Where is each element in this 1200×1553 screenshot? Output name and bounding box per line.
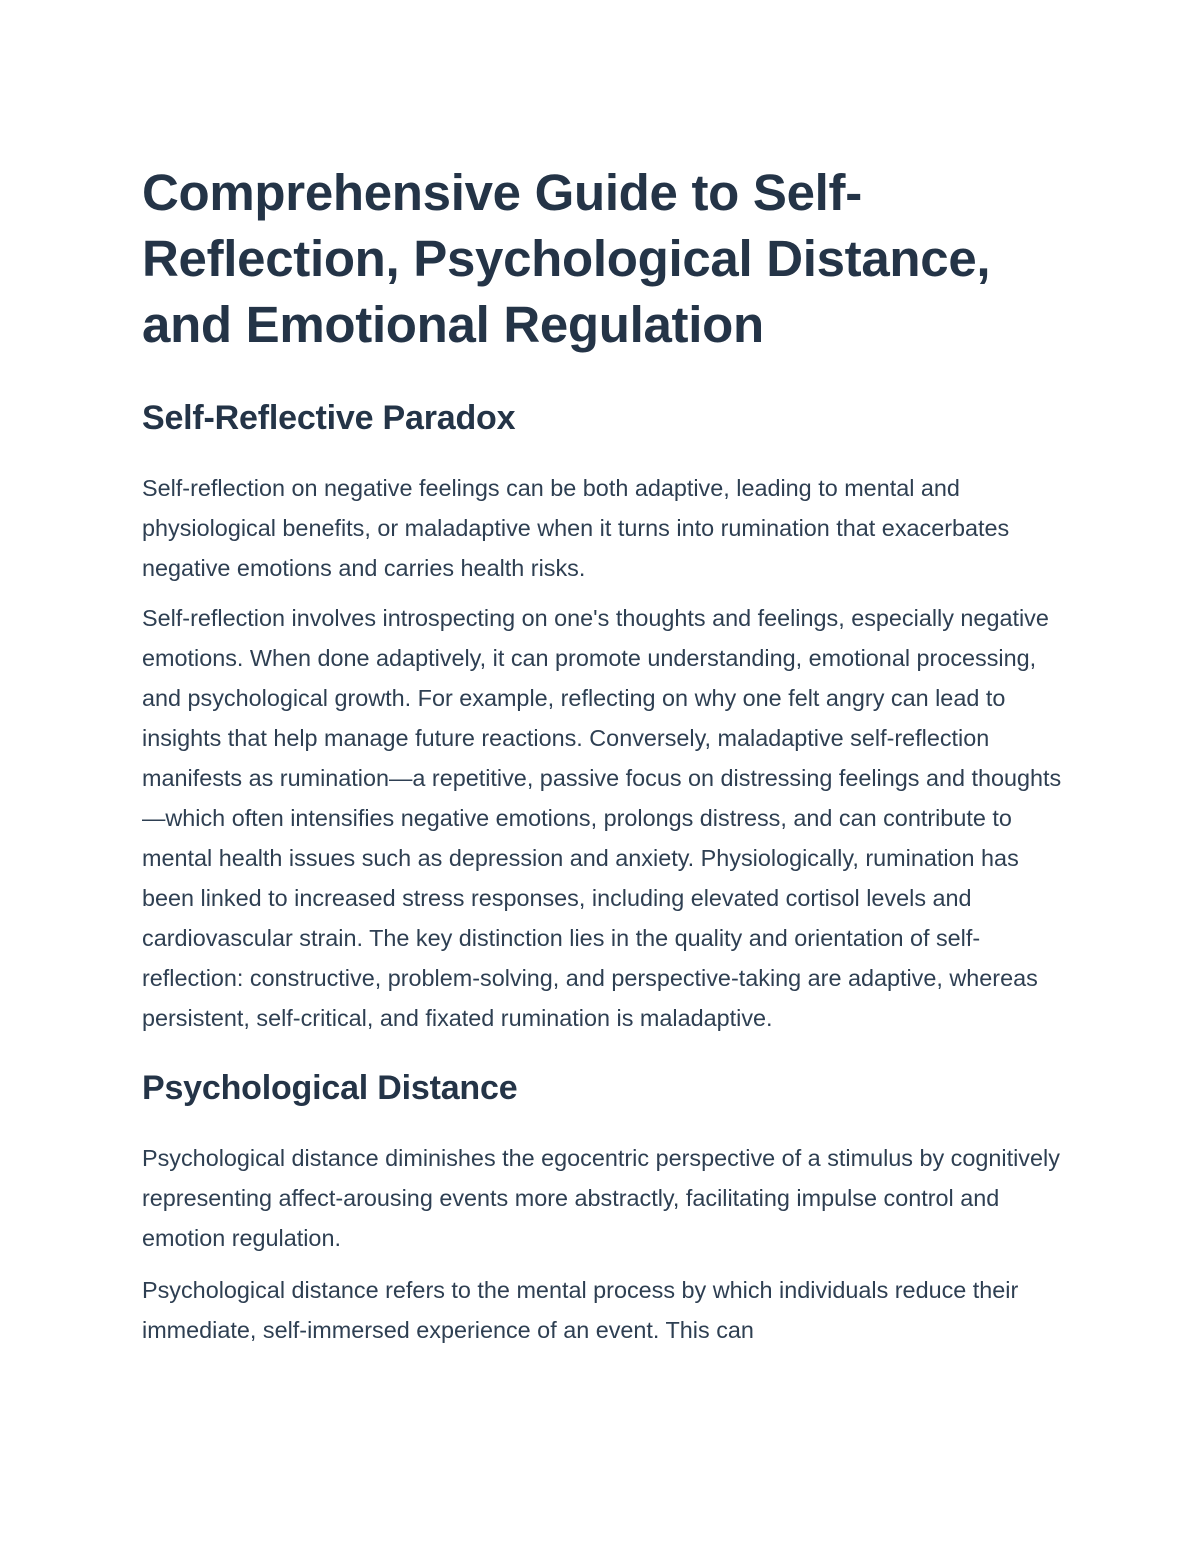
section-heading: Psychological Distance — [142, 1069, 518, 1107]
section-body-paragraph: Self-reflection involves introspecting on one's thoughts and feelings, especially negative emotions. When done adaptively, it can promote understanding, emotional processing, and psychological growth. For example, reflecting on why one felt angry can lead to insights that help manage future reactions. Conversely, maladaptive self-reflection manifests as rumination—a repetitive, passive focus on distressing feelings and thoughts—which often intensifies negative emotions, prolongs distress, and can contribute to mental health issues such as depression and anxiety. Physiologically, rumination has been linked to increased stress responses, including elevated cortisol levels and cardiovascular strain. The key distinction lies in the quality and orientation of self-reflection: constructive, problem-solving, and perspective-taking are adaptive, whereas persistent, self-critical, and fixated rumination is maladaptive. — [142, 605, 1062, 1031]
document-title: Comprehensive Guide to Self-Reflection, Psychological Distance, and Emotional Regulation — [142, 164, 991, 353]
section-summary-paragraph: Psychological distance diminishes the egocentric perspective of a stimulus by cognitively representing affect-arousing events more abstractly, facilitating impulse control and emotion regulation. — [142, 1145, 1060, 1251]
section-heading: Self-Reflective Paradox — [142, 399, 516, 437]
section-self-reflective-paradox — [142, 396, 1072, 1038]
section-body-paragraph: Psychological distance refers to the mental process by which individuals reduce their immediate, self-immersed experience of an event. This can — [142, 1277, 1019, 1343]
document-page — [142, 160, 1072, 1350]
section-summary-paragraph: Self-reflection on negative feelings can be both adaptive, leading to mental and physiological benefits, or maladaptive when it turns into rumination that exacerbates negative emotions and carries health risks. — [142, 475, 1010, 581]
section-psychological-distance — [142, 1066, 1072, 1350]
